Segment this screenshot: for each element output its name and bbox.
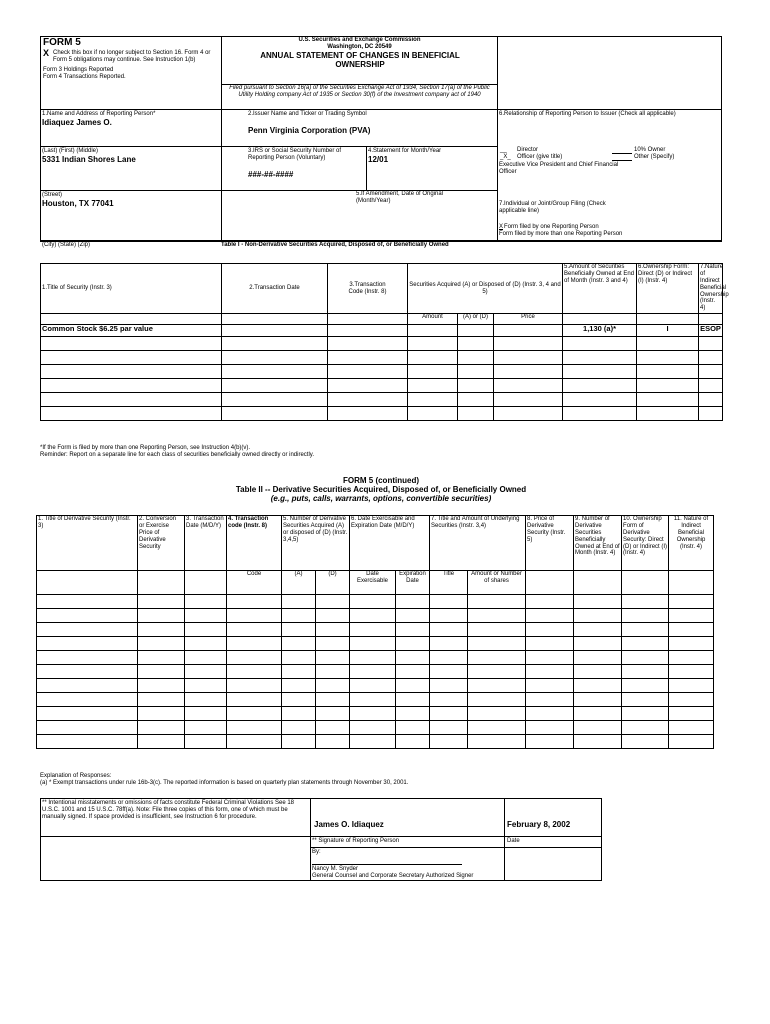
t2-col4-header: 4. Transaction code (Instr. 8) (227, 516, 282, 571)
t1-sub-aord: (A) or (D) (458, 314, 494, 325)
irs-value[interactable]: ###-##-#### (248, 170, 294, 179)
amendment-label: 5.If Amendment, Date of Original (Month/Year) (356, 191, 444, 204)
t1-ownership-form[interactable]: I (637, 325, 699, 337)
explanation-label: Explanation of Responses: (40, 773, 112, 779)
t1-security[interactable]: Common Stock $6.25 par value (41, 325, 222, 337)
table-row (37, 735, 714, 749)
t2-col9-header: 9. Number of Derivative Securities Beneficially Owned at End of Month (Instr. 4) (574, 516, 622, 571)
form3-holdings: Form 3 Holdings Reported (43, 67, 114, 73)
statement-month-label: 4.Statement for Month/Year (368, 148, 442, 154)
t2-sub-code: Code (227, 571, 282, 595)
t1-sub-amount: Amount (408, 314, 458, 325)
t1-amount-owned[interactable]: 1,130 (a)* (563, 325, 637, 337)
table-row (41, 325, 723, 337)
signer-name[interactable]: James O. Idiaquez (314, 820, 384, 829)
t1-col6-header: 6.Ownership Form: Direct (D) or Indirect (I) (Instr. 4) (637, 264, 699, 314)
t1-col2-header: 2.Transaction Date (222, 264, 328, 314)
t1-nature[interactable]: ESOP (699, 325, 723, 337)
table-row (41, 393, 723, 407)
explanation-text: (a) * Exempt transactions under rule 16b-3(c). The reported information is based on quarterly plan statements through November 30, 2001. (40, 780, 409, 786)
t2-col8-header: 8. Price of Derivative Security (Instr. 5) (526, 516, 574, 571)
criminal-violation-warning: ** Intentional misstatements or omissions of facts constitute Federal Criminal Violations See 18 U.S.C. 1001 and 15 U.S.C. 78ff(a). Note: File three copies of this form, one of which must be manually signed. If space provided is insufficient, see Instruction 6 for procedure. (42, 800, 295, 820)
authorized-signer-title: General Counsel and Corporate Secretary Authorized Signer (312, 873, 474, 879)
t2-sub-date-exercisable: Date Exercisable (350, 571, 396, 595)
other-option: Other (Specify) (634, 154, 675, 160)
t1-col1-header: 1.Title of Security (Instr. 3) (41, 264, 222, 314)
table-row (41, 379, 723, 393)
table2-subtitle: (e.g., puts, calls, warrants, options, convertible securities) (270, 494, 492, 503)
table-row (41, 365, 723, 379)
t2-col3-header: 3. Transaction Date (M/D/Y) (185, 516, 227, 571)
director-option: Director (517, 147, 539, 153)
t2-col1-header: 1. Title of Derivative Security (Instr. 3) (37, 516, 138, 571)
street-label: (Street) (42, 192, 63, 198)
agency-city: Washington, DC 20549 (327, 44, 392, 50)
table-row (37, 679, 714, 693)
footnote-reminder: Reminder: Report on a separate line for each class of securities beneficially owned directly or indirectly. (40, 452, 315, 458)
footnote-multiple-persons: *If the Form is filed by more than one Reporting Person, see Instruction 4(b)(v). (40, 445, 251, 451)
t1-sub-price: Price (494, 314, 563, 325)
table1-non-derivative (40, 263, 729, 421)
t1-col5-header: 5.Amount of Securities Beneficially Owned at End of Month (Instr. 3 and 4) (563, 264, 637, 314)
city-state-zip-label: (City) (State) (Zip) (42, 242, 90, 248)
t2-col11-header: 11. Nature of Indirect Beneficial Ownership (Instr. 4) (669, 516, 714, 571)
t2-sub-title: Title (430, 571, 468, 595)
city-state-zip[interactable]: Houston, TX 77041 (42, 199, 114, 208)
authorized-signer-name: Nancy M. Snyder (312, 866, 359, 872)
t2-col2-header: 2. Conversion or Exercise Price of Derivative Security (138, 516, 185, 571)
one-person-option: Form filed by one Reporting Person (504, 224, 599, 230)
director-blank[interactable]: __ (500, 147, 507, 153)
t2-sub-a: (A) (282, 571, 316, 595)
table-row (37, 651, 714, 665)
t2-col6-header: 6. Date Exercisable and Expiration Date (M/D/Y) (350, 516, 430, 571)
filing-label: 7.Individual or Joint/Group Filing (Check applicable line) (499, 201, 606, 214)
table-row (41, 407, 723, 421)
t1-col3-header: 3.Transaction Code (Instr. 8) (328, 264, 408, 314)
signature-label: ** Signature of Reporting Person (312, 838, 400, 844)
name-format-label: (Last) (First) (Middle) (42, 148, 99, 154)
form5-continued: FORM 5 (continued) (343, 476, 419, 485)
t2-col7-header: 7. Title and Amount of Underlying Securities (Instr. 3,4) (430, 516, 526, 571)
table-row (41, 337, 723, 351)
form-title: FORM 5 (43, 37, 81, 48)
date-label: Date (507, 838, 520, 844)
section16-checkbox-text: Check this box if no longer subject to Section 16. Form 4 or Form 5 obligations may continue. See Instruction 1(b) (53, 50, 211, 63)
agency-name: U.S. Securities and Exchange Commission (298, 37, 421, 43)
officer-option: Officer (give title) (517, 154, 563, 160)
officer-title: Executive Vice President and Chief Financial Officer (499, 162, 619, 175)
t2-sub-d: (D) (316, 571, 350, 595)
table-row (37, 637, 714, 651)
form4-transactions: Form 4 Transactions Reported. (43, 74, 126, 80)
officer-checkbox[interactable]: _X_ (500, 154, 511, 160)
table-row (37, 609, 714, 623)
issuer-label: 2.Issuer Name and Ticker or Trading Symbol (248, 111, 367, 117)
table-row (37, 623, 714, 637)
check-mark: X (43, 48, 50, 58)
relationship-label: 6.Relationship of Reporting Person to Issuer (Check all applicable) (499, 111, 676, 117)
ten-percent-owner-option: 10% Owner (634, 147, 666, 153)
t1-col7-header: 7.Nature of Indirect Beneficial Ownership (Instr. 4) (699, 264, 723, 314)
t2-col5-header: 5. Number of Derivative Securities Acquired (A) or disposed of (D) (Instr. 3,4,5) (282, 516, 350, 571)
one-person-checkbox[interactable]: X (499, 224, 504, 230)
signature-date[interactable]: February 8, 2002 (507, 820, 571, 829)
street-address[interactable]: 5331 Indian Shores Lane (42, 155, 136, 164)
reporting-person-label: 1.Name and Address of Reporting Person* (42, 111, 156, 117)
filed-pursuant-text: Filed pursuant to Section 16(a) of the Securities Exchange Act of 1934, Section 17(a) of the Public Utility Holding company Act of 1935 or Section 30(f) of the Investment company act of 1940 (229, 85, 490, 98)
table-row (37, 595, 714, 609)
irs-label: 3.IRS or Social Security Number of Reporting Person (Voluntary) (248, 148, 342, 161)
table-row (37, 665, 714, 679)
by-label: By: (312, 849, 321, 855)
statement-month-value[interactable]: 12/01 (368, 155, 389, 164)
table2-derivative (36, 515, 714, 749)
table-row (41, 351, 723, 365)
statement-title: ANNUAL STATEMENT OF CHANGES IN BENEFICIAL OWNERSHIP (260, 51, 460, 70)
table-row (37, 721, 714, 735)
t2-sub-amount: Amount or Number of shares (468, 571, 526, 595)
issuer-name[interactable]: Penn Virginia Corporation (PVA) (248, 126, 371, 135)
more-person-option: Form filed by more than one Reporting Person (499, 231, 623, 237)
table2-title: Table II -- Derivative Securities Acquired, Disposed of, or Beneficially Owned (235, 485, 527, 494)
t2-sub-expiration: Expiration Date (396, 571, 430, 595)
table-row (37, 693, 714, 707)
reporting-person-name[interactable]: Idiaquez James O. (42, 118, 112, 127)
table1-title: Table I - Non-Derivative Securities Acquired, Disposed of, or Beneficially Owned (221, 242, 449, 248)
t2-col10-header: 10. Ownership Form of Derivative Security: Direct (D) or Indirect (I) (Instr. 4) (622, 516, 669, 571)
table-row (37, 707, 714, 721)
t1-col4-header: Securities Acquired (A) or Disposed of (D) (Instr. 3, 4 and 5) (408, 264, 563, 314)
